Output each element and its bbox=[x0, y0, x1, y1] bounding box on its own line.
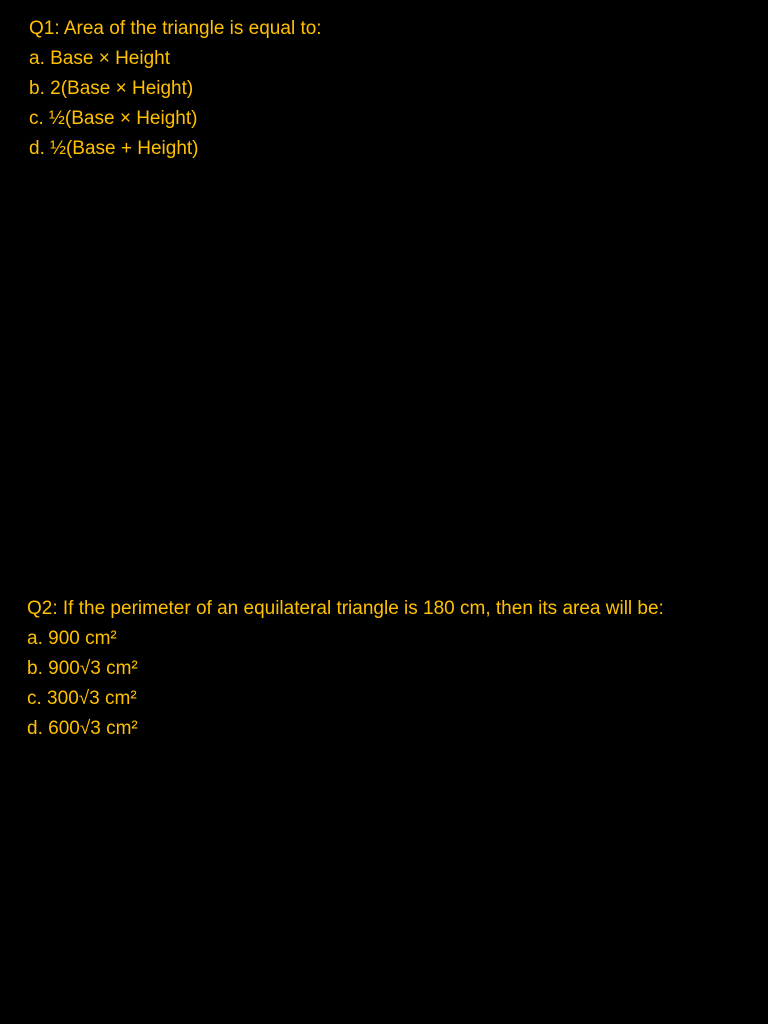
answer-option-c: c. ½(Base × Height) bbox=[29, 108, 198, 129]
answer-option-d: d. 600√3 cm² bbox=[27, 718, 138, 739]
question-prompt: Q1: Area of the triangle is equal to: bbox=[29, 18, 322, 39]
answer-option-c: c. 300√3 cm² bbox=[27, 688, 137, 709]
answer-option-b: b. 2(Base × Height) bbox=[29, 78, 194, 99]
answer-option-a: a. Base × Height bbox=[29, 48, 171, 69]
answer-option-a: a. 900 cm² bbox=[27, 628, 117, 649]
question-1 bbox=[29, 14, 768, 164]
answer-option-b: b. 900√3 cm² bbox=[27, 658, 138, 679]
question-prompt: Q2: If the perimeter of an equilateral triangle is 180 cm, then its area will be: bbox=[27, 598, 664, 619]
answer-option-d: d. ½(Base + Height) bbox=[29, 138, 199, 159]
question-2 bbox=[27, 594, 768, 744]
